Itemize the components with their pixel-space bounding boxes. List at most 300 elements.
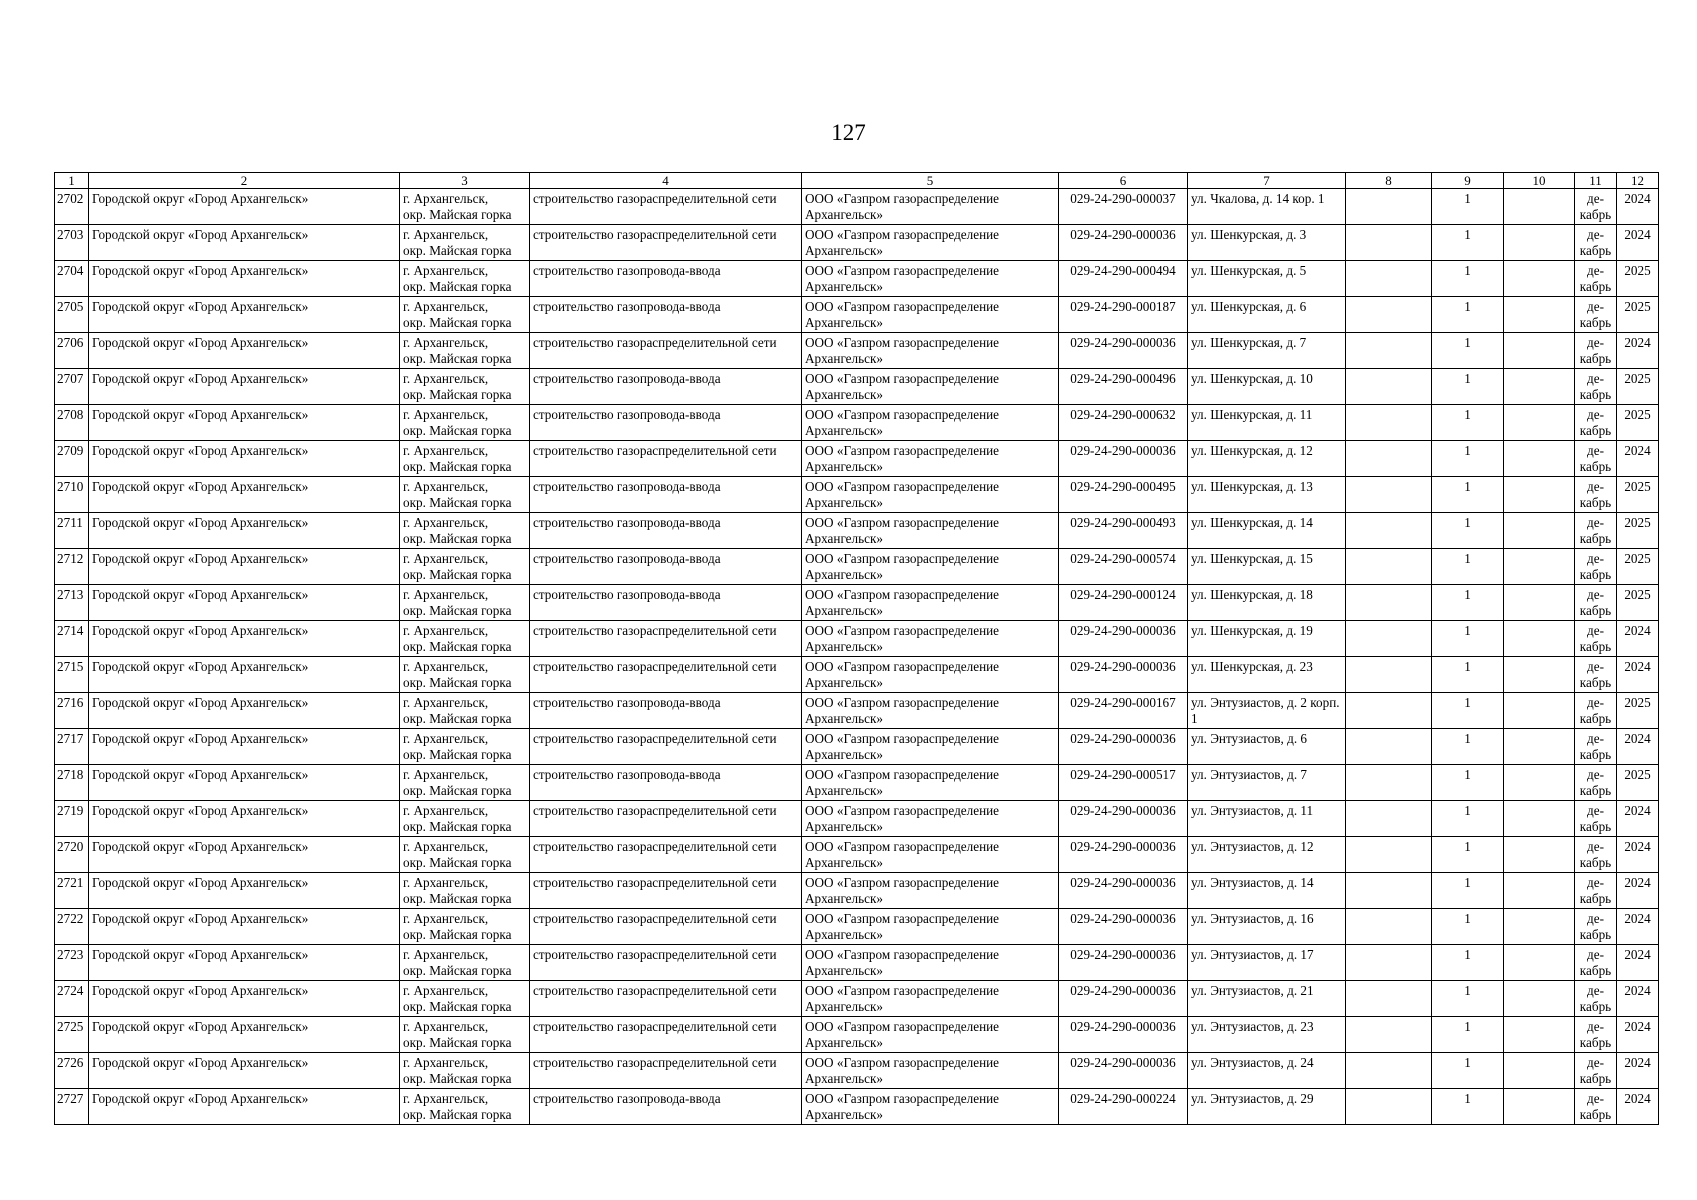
column-8-cell [1346, 477, 1432, 513]
quantity-value: 1 [1464, 803, 1471, 818]
place-line: окр. Майская горка [403, 891, 512, 906]
organization-line: ООО «Газпром газораспределение [805, 479, 1000, 494]
row-number: 2708 [57, 407, 84, 422]
address-text: ул. Шенкурская, д. 14 [1191, 515, 1313, 530]
address-text: ул. Шенкурская, д. 23 [1191, 659, 1313, 674]
organization-line: ООО «Газпром газораспределение [805, 227, 1000, 242]
quantity-value: 1 [1464, 1055, 1471, 1070]
organization-line: Архангельск» [805, 963, 883, 978]
work-cell [530, 297, 802, 333]
code-text: 029-24-290-000632 [1070, 407, 1176, 422]
code-text: 029-24-290-000574 [1070, 551, 1176, 566]
address-cell [1188, 261, 1346, 297]
code-text: 029-24-290-000496 [1070, 371, 1176, 386]
code-text: 029-24-290-000493 [1070, 515, 1176, 530]
month-cell [1575, 945, 1617, 981]
table-row [55, 369, 1659, 405]
month-line: де- [1587, 1055, 1604, 1070]
month-cell [1575, 837, 1617, 873]
month-cell [1575, 225, 1617, 261]
month-cell [1575, 981, 1617, 1017]
row-number: 2713 [57, 587, 84, 602]
column-10-cell [1504, 1017, 1575, 1053]
place-cell [400, 837, 530, 873]
month-line: кабрь [1579, 783, 1612, 798]
year-cell [1617, 801, 1659, 837]
work-cell [530, 1089, 802, 1125]
year-value: 2024 [1624, 983, 1651, 998]
column-10-cell [1504, 333, 1575, 369]
work-cell [530, 477, 802, 513]
district-text: Городской округ «Город Архангельск» [92, 947, 309, 962]
month-cell [1575, 801, 1617, 837]
address-text: ул. Шенкурская, д. 12 [1191, 443, 1313, 458]
quantity-value: 1 [1464, 839, 1471, 854]
column-8-cell [1346, 621, 1432, 657]
code-text: 029-24-290-000036 [1070, 839, 1176, 854]
organization-cell [802, 873, 1059, 909]
address-text: ул. Шенкурская, д. 6 [1191, 299, 1307, 314]
work-cell [530, 729, 802, 765]
column-header: 5 [802, 173, 1059, 189]
organization-line: Архангельск» [805, 315, 883, 330]
column-8-cell [1346, 549, 1432, 585]
row-number: 2705 [57, 299, 84, 314]
row-number: 2704 [57, 263, 84, 278]
place-line: окр. Майская горка [403, 243, 512, 258]
work-text: строительство газопровода-ввода [533, 1091, 721, 1106]
place-cell [400, 1053, 530, 1089]
month-line: де- [1587, 911, 1604, 926]
quantity-value: 1 [1464, 947, 1471, 962]
year-value: 2024 [1624, 623, 1651, 638]
place-line: окр. Майская горка [403, 1035, 512, 1050]
month-line: кабрь [1579, 711, 1612, 726]
month-line: де- [1587, 803, 1604, 818]
quantity-cell [1432, 729, 1504, 765]
quantity-cell [1432, 189, 1504, 225]
year-value: 2024 [1624, 443, 1651, 458]
organization-cell [802, 405, 1059, 441]
organization-cell [802, 765, 1059, 801]
district-cell [89, 333, 400, 369]
year-cell [1617, 945, 1659, 981]
year-value: 2025 [1624, 299, 1651, 314]
organization-line: Архангельск» [805, 1071, 883, 1086]
place-line: г. Архангельск, [403, 227, 489, 242]
organization-line: Архангельск» [805, 819, 883, 834]
year-cell [1617, 621, 1659, 657]
place-line: окр. Майская горка [403, 927, 512, 942]
row-number-cell [55, 621, 89, 657]
row-number: 2719 [57, 803, 84, 818]
table-row [55, 873, 1659, 909]
row-number-cell [55, 369, 89, 405]
month-line: де- [1587, 875, 1604, 890]
work-text: строительство газораспределительной сети [533, 875, 777, 890]
column-number-row [55, 173, 1659, 189]
district-cell [89, 945, 400, 981]
place-cell [400, 549, 530, 585]
work-text: строительство газораспределительной сети [533, 731, 777, 746]
code-cell [1059, 657, 1188, 693]
organization-line: Архангельск» [805, 783, 883, 798]
district-cell [89, 1017, 400, 1053]
work-text: строительство газопровода-ввода [533, 551, 721, 566]
place-cell [400, 981, 530, 1017]
quantity-value: 1 [1464, 227, 1471, 242]
organization-line: ООО «Газпром газораспределение [805, 875, 1000, 890]
column-header: 10 [1504, 173, 1575, 189]
row-number: 2720 [57, 839, 84, 854]
month-line: кабрь [1579, 315, 1612, 330]
work-text: строительство газораспределительной сети [533, 191, 777, 206]
address-text: ул. Энтузиастов, д. 29 [1191, 1091, 1314, 1106]
organization-cell [802, 837, 1059, 873]
address-cell [1188, 981, 1346, 1017]
month-line: кабрь [1579, 279, 1612, 294]
place-line: окр. Майская горка [403, 999, 512, 1014]
district-cell [89, 801, 400, 837]
code-cell [1059, 945, 1188, 981]
code-text: 029-24-290-000036 [1070, 227, 1176, 242]
organization-cell [802, 477, 1059, 513]
quantity-value: 1 [1464, 299, 1471, 314]
address-text: ул. Энтузиастов, д. 24 [1191, 1055, 1314, 1070]
work-text: строительство газораспределительной сети [533, 623, 777, 638]
organization-line: ООО «Газпром газораспределение [805, 191, 1000, 206]
column-10-cell [1504, 801, 1575, 837]
column-8-cell [1346, 585, 1432, 621]
month-line: де- [1587, 1091, 1604, 1106]
address-cell [1188, 405, 1346, 441]
code-text: 029-24-290-000036 [1070, 947, 1176, 962]
code-text: 029-24-290-000495 [1070, 479, 1176, 494]
row-number: 2725 [57, 1019, 84, 1034]
quantity-cell [1432, 441, 1504, 477]
district-text: Городской округ «Город Архангельск» [92, 659, 309, 674]
place-line: г. Архангельск, [403, 731, 489, 746]
organization-line: Архангельск» [805, 495, 883, 510]
place-line: г. Архангельск, [403, 1091, 489, 1106]
quantity-value: 1 [1464, 443, 1471, 458]
row-number: 2716 [57, 695, 84, 710]
organization-cell [802, 729, 1059, 765]
column-10-cell [1504, 909, 1575, 945]
organization-line: ООО «Газпром газораспределение [805, 731, 1000, 746]
address-text: ул. Энтузиастов, д. 11 [1191, 803, 1314, 818]
organization-cell [802, 297, 1059, 333]
district-cell [89, 981, 400, 1017]
place-line: г. Архангельск, [403, 443, 489, 458]
organization-line: ООО «Газпром газораспределение [805, 587, 1000, 602]
year-cell [1617, 1017, 1659, 1053]
table-row [55, 621, 1659, 657]
year-value: 2024 [1624, 1055, 1651, 1070]
table-row [55, 585, 1659, 621]
month-cell [1575, 1089, 1617, 1125]
organization-cell [802, 621, 1059, 657]
quantity-value: 1 [1464, 983, 1471, 998]
work-text: строительство газопровода-ввода [533, 479, 721, 494]
organization-line: ООО «Газпром газораспределение [805, 407, 1000, 422]
organization-cell [802, 657, 1059, 693]
place-line: г. Архангельск, [403, 587, 489, 602]
organization-line: ООО «Газпром газораспределение [805, 803, 1000, 818]
quantity-value: 1 [1464, 263, 1471, 278]
month-line: кабрь [1579, 891, 1612, 906]
work-text: строительство газораспределительной сети [533, 335, 777, 350]
organization-line: Архангельск» [805, 567, 883, 582]
month-line: де- [1587, 443, 1604, 458]
table-row [55, 441, 1659, 477]
month-cell [1575, 585, 1617, 621]
place-line: г. Архангельск, [403, 767, 489, 782]
organization-line: ООО «Газпром газораспределение [805, 1091, 1000, 1106]
row-number-cell [55, 513, 89, 549]
year-value: 2025 [1624, 767, 1651, 782]
organization-cell [802, 585, 1059, 621]
organization-cell [802, 513, 1059, 549]
organization-line: Архангельск» [805, 243, 883, 258]
district-cell [89, 549, 400, 585]
place-cell [400, 693, 530, 729]
code-text: 029-24-290-000036 [1070, 623, 1176, 638]
month-line: кабрь [1579, 603, 1612, 618]
address-cell [1188, 549, 1346, 585]
row-number-cell [55, 981, 89, 1017]
code-cell [1059, 513, 1188, 549]
place-line: г. Архангельск, [403, 263, 489, 278]
quantity-cell [1432, 945, 1504, 981]
year-cell [1617, 369, 1659, 405]
address-cell [1188, 513, 1346, 549]
organization-line: Архангельск» [805, 459, 883, 474]
place-cell [400, 657, 530, 693]
year-value: 2024 [1624, 1091, 1651, 1106]
organization-line: Архангельск» [805, 207, 883, 222]
month-line: кабрь [1579, 207, 1612, 222]
district-text: Городской округ «Город Архангельск» [92, 299, 309, 314]
address-text: ул. Шенкурская, д. 13 [1191, 479, 1313, 494]
column-8-cell [1346, 873, 1432, 909]
work-text: строительство газопровода-ввода [533, 695, 721, 710]
place-cell [400, 729, 530, 765]
place-line: г. Архангельск, [403, 407, 489, 422]
organization-line: Архангельск» [805, 999, 883, 1014]
district-text: Городской округ «Город Архангельск» [92, 839, 309, 854]
place-cell [400, 333, 530, 369]
quantity-value: 1 [1464, 587, 1471, 602]
district-text: Городской округ «Город Архангельск» [92, 695, 309, 710]
place-cell [400, 1089, 530, 1125]
work-cell [530, 333, 802, 369]
organization-line: Архангельск» [805, 891, 883, 906]
quantity-cell [1432, 765, 1504, 801]
work-cell [530, 657, 802, 693]
code-cell [1059, 909, 1188, 945]
row-number: 2724 [57, 983, 84, 998]
row-number-cell [55, 837, 89, 873]
organization-line: Архангельск» [805, 1035, 883, 1050]
quantity-value: 1 [1464, 551, 1471, 566]
quantity-cell [1432, 1089, 1504, 1125]
quantity-cell [1432, 693, 1504, 729]
table-row [55, 297, 1659, 333]
month-cell [1575, 693, 1617, 729]
year-cell [1617, 729, 1659, 765]
quantity-value: 1 [1464, 767, 1471, 782]
month-line: де- [1587, 1019, 1604, 1034]
district-cell [89, 477, 400, 513]
column-8-cell [1346, 369, 1432, 405]
code-text: 029-24-290-000036 [1070, 1019, 1176, 1034]
work-cell [530, 225, 802, 261]
table-row [55, 801, 1659, 837]
district-text: Городской округ «Город Архангельск» [92, 263, 309, 278]
column-8-cell [1346, 405, 1432, 441]
organization-line: ООО «Газпром газораспределение [805, 767, 1000, 782]
column-header: 7 [1188, 173, 1346, 189]
place-cell [400, 513, 530, 549]
district-cell [89, 513, 400, 549]
quantity-cell [1432, 657, 1504, 693]
column-10-cell [1504, 765, 1575, 801]
district-cell [89, 225, 400, 261]
quantity-value: 1 [1464, 335, 1471, 350]
month-cell [1575, 873, 1617, 909]
address-text: ул. Шенкурская, д. 11 [1191, 407, 1313, 422]
year-value: 2024 [1624, 191, 1651, 206]
district-cell [89, 657, 400, 693]
place-line: г. Архангельск, [403, 299, 489, 314]
address-cell [1188, 693, 1346, 729]
district-cell [89, 621, 400, 657]
district-cell [89, 585, 400, 621]
place-line: окр. Майская горка [403, 315, 512, 330]
column-8-cell [1346, 765, 1432, 801]
work-cell [530, 909, 802, 945]
work-text: строительство газораспределительной сети [533, 1019, 777, 1034]
row-number-cell [55, 945, 89, 981]
table-row [55, 261, 1659, 297]
column-8-cell [1346, 189, 1432, 225]
code-text: 029-24-290-000036 [1070, 983, 1176, 998]
column-10-cell [1504, 1089, 1575, 1125]
row-number-cell [55, 909, 89, 945]
place-cell [400, 621, 530, 657]
code-cell [1059, 405, 1188, 441]
work-cell [530, 801, 802, 837]
table-row [55, 1089, 1659, 1125]
column-10-cell [1504, 441, 1575, 477]
organization-line: ООО «Газпром газораспределение [805, 623, 1000, 638]
column-header: 11 [1575, 173, 1617, 189]
year-value: 2025 [1624, 515, 1651, 530]
work-cell [530, 513, 802, 549]
place-line: окр. Майская горка [403, 675, 512, 690]
organization-line: ООО «Газпром газораспределение [805, 947, 1000, 962]
table-row [55, 657, 1659, 693]
row-number: 2707 [57, 371, 84, 386]
address-text: ул. Чкалова, д. 14 кор. 1 [1191, 191, 1325, 206]
quantity-cell [1432, 1053, 1504, 1089]
address-cell [1188, 909, 1346, 945]
quantity-value: 1 [1464, 659, 1471, 674]
district-text: Городской округ «Город Архангельск» [92, 767, 309, 782]
place-line: окр. Майская горка [403, 783, 512, 798]
code-cell [1059, 261, 1188, 297]
column-10-cell [1504, 477, 1575, 513]
place-cell [400, 297, 530, 333]
work-text: строительство газопровода-ввода [533, 371, 721, 386]
table-row [55, 837, 1659, 873]
district-text: Городской округ «Город Архангельск» [92, 443, 309, 458]
place-line: г. Архангельск, [403, 875, 489, 890]
district-cell [89, 873, 400, 909]
month-line: кабрь [1579, 675, 1612, 690]
organization-line: ООО «Газпром газораспределение [805, 839, 1000, 854]
place-line: г. Архангельск, [403, 371, 489, 386]
column-8-cell [1346, 441, 1432, 477]
year-value: 2025 [1624, 479, 1651, 494]
column-10-cell [1504, 873, 1575, 909]
work-cell [530, 945, 802, 981]
organization-line: Архангельск» [805, 351, 883, 366]
year-value: 2025 [1624, 551, 1651, 566]
quantity-cell [1432, 801, 1504, 837]
place-cell [400, 441, 530, 477]
address-text: ул. Шенкурская, д. 5 [1191, 263, 1307, 278]
district-cell [89, 729, 400, 765]
address-cell [1188, 585, 1346, 621]
place-line: г. Архангельск, [403, 335, 489, 350]
row-number: 2709 [57, 443, 84, 458]
organization-cell [802, 225, 1059, 261]
column-8-cell [1346, 513, 1432, 549]
quantity-value: 1 [1464, 1091, 1471, 1106]
organization-cell [802, 549, 1059, 585]
organization-line: Архангельск» [805, 531, 883, 546]
table-row [55, 1017, 1659, 1053]
district-text: Городской округ «Город Архангельск» [92, 335, 309, 350]
month-line: де- [1587, 839, 1604, 854]
month-cell [1575, 297, 1617, 333]
column-8-cell [1346, 945, 1432, 981]
organization-cell [802, 369, 1059, 405]
work-text: строительство газораспределительной сети [533, 659, 777, 674]
place-line: окр. Майская горка [403, 279, 512, 294]
code-cell [1059, 477, 1188, 513]
year-cell [1617, 441, 1659, 477]
work-text: строительство газораспределительной сети [533, 1055, 777, 1070]
place-line: г. Архангельск, [403, 479, 489, 494]
month-line: де- [1587, 227, 1604, 242]
year-cell [1617, 477, 1659, 513]
year-value: 2025 [1624, 263, 1651, 278]
organization-cell [802, 441, 1059, 477]
column-header: 1 [55, 173, 89, 189]
month-line: кабрь [1579, 387, 1612, 402]
code-cell [1059, 1089, 1188, 1125]
work-text: строительство газораспределительной сети [533, 839, 777, 854]
row-number: 2712 [57, 551, 84, 566]
district-cell [89, 1053, 400, 1089]
year-value: 2025 [1624, 407, 1651, 422]
table-row [55, 477, 1659, 513]
table-row [55, 513, 1659, 549]
table-row [55, 333, 1659, 369]
